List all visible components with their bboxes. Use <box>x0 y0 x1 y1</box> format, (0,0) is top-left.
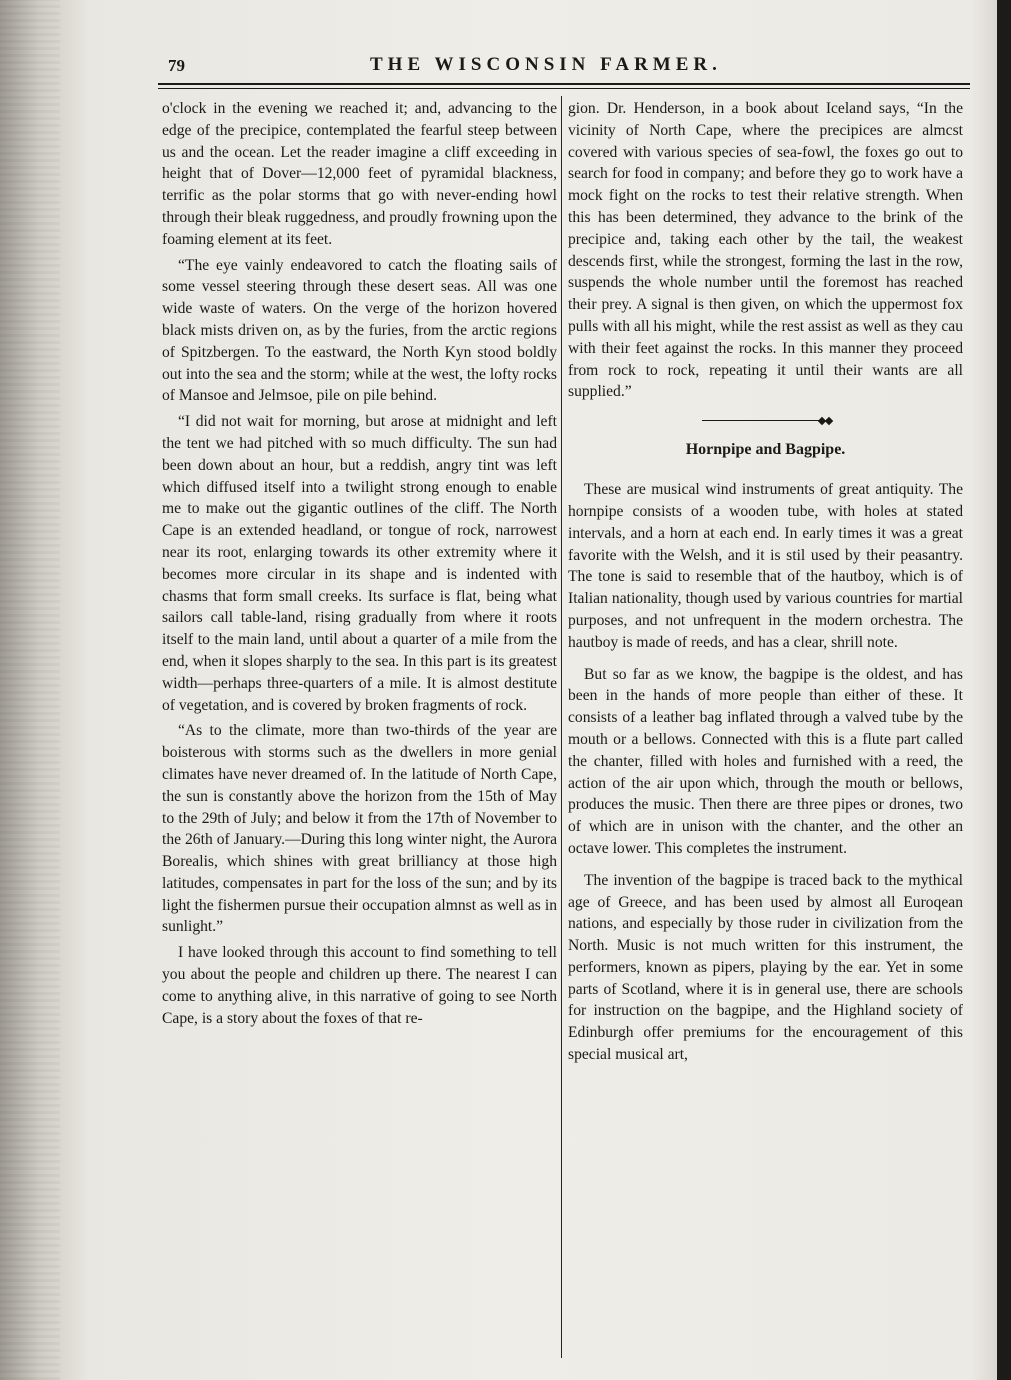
page-edge-shadow <box>997 0 1011 1380</box>
left-paragraph-4: “As to the climate, more than two-thirds of the year are boisterous with storms such as the dwellers in more genial climates have never dreamed of. In the latitude of North Cape, the sun is constantly above the horizon from the 15th of May to the 29th of July; and below it from the 17th of November to the 26th of January.—During this long winter night, the Aurora Borealis, which shines with great brilliancy at those high latitudes, compensates in part for the loss of the sun; and by its light the fishermen pursue their occupation almnst as well as in sunlight.” <box>162 722 557 936</box>
right-paragraph-1: gion. Dr. Henderson, in a book about Iceland says, “In the vicinity of North Cape, where the precipices are almcst covered with various species of sea-fowl, the foxes go out to search for food in company; and before they go to work have a mock fight on the rocks to test their relative strength. When this has been determined, they advance to the brink of the precipice and, taking each other by the tail, the weakest descends first, while the strongest, forming the last in the row, suspends the whole number until the foremost has reached their prey. A signal is then given, on which the uppermost fox pulls with all his might, while the rest assist as well as they cau with their feet against the rocks. In this manner they proceed from rock to rock, repeating it until their wants are all supplied.” <box>568 100 963 401</box>
page-header <box>158 52 970 82</box>
right-paragraph-4: The invention of the bagpipe is traced back to the mythical age of Greece, and has been used by almost all Euroqean nations, and especially by those ruder in civilization from the North. Music is not much written for this instrument, the performers, known as pipers, playing by the ear. Yet in some parts of Scotland, where it is in general use, there are schools for instruction on the bagpipe, and the Highland society of Edinburgh offer premiums for the encouragement of this special musical art, <box>568 871 963 1064</box>
running-title: THE WISCONSIN FARMER. <box>370 54 722 75</box>
left-paragraph-3: “I did not wait for morning, but arose at midnight and left the tent we had pitched with so much difficulty. The sun had been down about an hour, but a reddish, angry tint was left which diffused itself into a twilight strong enough to enable me to make out the gigantic outlines of the cliff. The North Cape is an extended headland, or tongue of rock, narrowest near its root, enlarging towards its other extremity where it becomes more circular in its shape and is indented with chasms that form small creeks. Its surface is flat, being what sailors call table-land, rising gradually from where it roots itself to the main land, until about a quarter of a mile from the end, when it slopes sharply to the sea. In this part is its greatest width—perhaps three-quarters of a mile. It is almost destitute of vegetation, and is covered by broken fragments of rock. <box>162 413 557 714</box>
section-heading: Hornpipe and Bagpipe. <box>685 441 846 459</box>
left-column <box>162 98 557 1360</box>
left-paragraph-1: o'clock in the evening we reached it; and, advancing to the edge of the precipice, contemplated the fearful steep between us and the ocean. Let the reader imagine a cliff exceeding in height that of Dover—12,000 feet of pyramidal blackness, terrific as the polar storms that go with never-ending howl through their bleak ruggedness, and proudly frowning upon the foaming element at its feet. <box>162 100 557 248</box>
page-number: 79 <box>168 56 185 75</box>
right-paragraph-2: These are musical wind instruments of great antiquity. The hornpipe consists of a wooden tube, with holes at stated intervals, and a horn at each end. In early times it was a great favorite with the Welsh, and it is stil used by their peasantry. The tone is said to resemble that of the hautboy, which is of Italian nationality, though used by various countries for martial purposes, and not unfrequent in the modern orchestra. The hautboy is made of reeds, and has a clear, shrill note. <box>568 481 963 651</box>
newspaper-page <box>158 52 970 1362</box>
column-divider <box>561 96 562 1358</box>
left-paragraph-5: I have looked through this account to find something to tell you about the people and children up there. The nearest I can come to anything alive, in this narrative of going to see North Cape, is a story about the foxes of that re- <box>162 944 557 1027</box>
right-paragraph-3: But so far as we know, the bagpipe is the oldest, and has been in the hands of more people than either of these. It consists of a leather bag inflated through a valved tube by the mouth or a bellows. Connected with this is a flute part called the chanter, filled with holes and furnished with a reed, the action of the air upon which, through the mouth or bellows, produces the music. Then there are three pipes or drones, two of which are in unison with the chanter, and the other an octave lower. This completes the instrument. <box>568 665 963 857</box>
left-paragraph-2: “The eye vainly endeavored to catch the floating sails of some vessel steering through these desert seas. All was one wide waste of waters. On the verge of the horizon hovered black mists driven on, as by the furies, from the arctic regions of Spitzbergen. To the eastward, the North Kyn stood boldly out into the sea and the storm; while at the west, the lofty rocks of Mansoe and Jelmsoe, pile on pile behind. <box>162 256 557 405</box>
section-separator <box>568 407 963 433</box>
right-column <box>568 98 963 1360</box>
header-rule-thick <box>158 83 970 85</box>
header-rule-thin <box>158 88 970 89</box>
book-gutter <box>0 0 60 1380</box>
